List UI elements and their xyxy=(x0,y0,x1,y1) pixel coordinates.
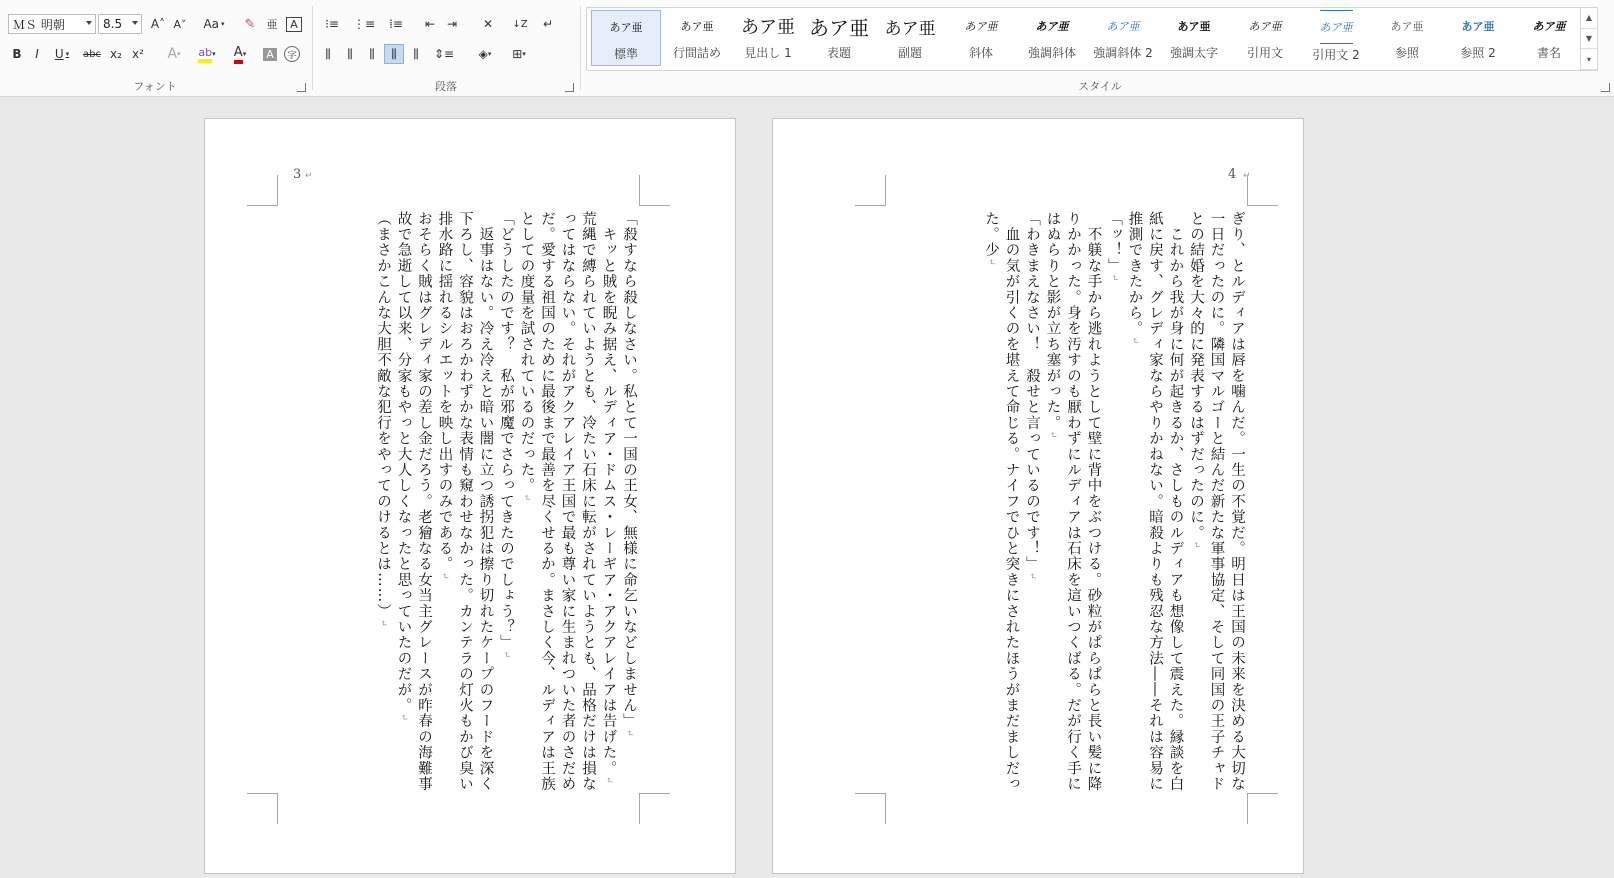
character-border-button[interactable] xyxy=(284,14,304,34)
paragraph xyxy=(516,211,598,793)
paragraph-mark-icon: ↵ xyxy=(624,729,634,738)
paragraph xyxy=(1124,211,1186,793)
paragraph xyxy=(434,211,496,793)
paragraph-mark-icon: ↵ xyxy=(521,493,532,503)
page-4[interactable] xyxy=(772,118,1304,874)
italic-icon: I xyxy=(35,47,39,61)
paragraph xyxy=(373,211,394,793)
style-sample: あア亜 xyxy=(741,17,795,38)
style-item[interactable] xyxy=(804,10,874,66)
paragraph-text: 荒縄で縛られていようとも、冷たい石床に転がされていようとも、品格だけは損なってはならない。それがアクアレイア王国で最も尊い家に生まれついた者のさだめだ。愛する祖国のために最後まで最善を尽くせるか。まさしく今、ルディアは王族としての度量を試されているのだった。 xyxy=(518,211,596,792)
bold-icon: B xyxy=(12,47,22,61)
style-item[interactable] xyxy=(662,10,732,66)
asian-layout-button[interactable] xyxy=(474,14,502,34)
underline-icon: U xyxy=(54,47,64,61)
style-item[interactable] xyxy=(946,10,1016,66)
style-sample: あア亜 xyxy=(809,15,869,40)
paragraph-text: おそらく賊はグレディ家の差し金だろう。老獪なる女当主グレースが昨春の海難事故で急逝して以来、分家もやっと大人しくなったと思っていたのだが。 xyxy=(395,211,432,792)
chevron-down-icon: ▾ xyxy=(242,50,247,58)
paragraph-text: これから我が身に何が起きるか、さしものルディアも想像して震えた。縁談を白紙に戻す、グレディ家ならやりかねない。暗殺よりも残忍な方法――それは容易に推測できたから。 xyxy=(1126,211,1184,792)
bullets-button[interactable] xyxy=(318,14,346,34)
paint-bucket-icon: ◈ xyxy=(478,47,488,61)
paragraph-mark-icon: ↵ xyxy=(1047,430,1058,440)
style-sample: あア亜 xyxy=(1390,20,1424,33)
change-case-icon: Aa xyxy=(203,17,220,31)
style-item[interactable] xyxy=(875,10,945,66)
shading-button[interactable] xyxy=(470,44,500,64)
chevron-down-icon: ▾ xyxy=(177,50,181,58)
paragraph-text: キッと賊を睨み据え、ルディア・ドムス・レーギア・アクアレイアは告げた。 xyxy=(600,211,617,777)
gallery-more-icon[interactable]: ▾ xyxy=(1581,49,1597,70)
style-sample: あア亜 xyxy=(1035,20,1069,33)
style-sample: あア亜 xyxy=(884,18,936,39)
justify-icon: ⫼ xyxy=(391,46,397,61)
paragraph-mark-icon: ↵ xyxy=(378,619,388,628)
subscript-icon: x₂ xyxy=(110,47,122,61)
divider xyxy=(580,6,581,90)
paragraph-mark-icon: ↵ xyxy=(1243,171,1251,181)
paragraph-mark-icon: ↵ xyxy=(1191,540,1201,550)
bold-button[interactable] xyxy=(8,44,26,64)
crop-mark-bottom-right xyxy=(1247,793,1278,824)
multilevel-list-icon: ⁞≡ xyxy=(389,17,403,31)
style-sample: あア亜 xyxy=(1177,20,1211,33)
style-name: 標準 xyxy=(613,47,638,61)
italic-button[interactable] xyxy=(28,44,46,64)
grow-font-button[interactable] xyxy=(148,14,168,34)
paragraph xyxy=(981,211,1022,793)
align-top-button[interactable] xyxy=(318,44,338,64)
font-name-value: ＭＳ 明朝 xyxy=(13,17,65,32)
highlight-button[interactable] xyxy=(192,44,222,64)
paragraph-group-label: 段落 xyxy=(435,80,457,93)
style-name: 参照 2 xyxy=(1460,46,1496,60)
distributed-button[interactable] xyxy=(406,44,426,64)
paragraph-mark-icon: ↵ xyxy=(603,776,614,785)
paragraph-mark-icon: ↵ xyxy=(542,17,554,31)
strikethrough-icon: abc xyxy=(83,48,101,60)
page-3-text[interactable] xyxy=(269,211,639,793)
align-bottom-icon: ⫼ xyxy=(369,46,375,61)
align-bottom-button[interactable] xyxy=(362,44,382,64)
page-3[interactable] xyxy=(204,118,736,874)
decrease-indent-button[interactable] xyxy=(420,14,440,34)
paragraph-mark-icon: ↵ xyxy=(501,650,511,660)
paragraph-text: ぎり、とルディアは唇を噛んだ。一生の不覚だ。明日は王国の未来を決める大切な一日だったのに。隣国マルゴーと結んだ新たな軍事協定、そして同国の王子チャドとの結婚を大々的に発表するはずだったのに。 xyxy=(1188,211,1245,792)
style-sample: あア亜 xyxy=(1106,20,1140,33)
style-name: 副題 xyxy=(897,46,922,60)
crop-mark-bottom-left xyxy=(247,793,278,824)
chevron-down-icon: ▾ xyxy=(212,50,216,58)
paragraph-mark-icon: ↵ xyxy=(1109,273,1119,283)
style-sample: あア亜 xyxy=(1461,20,1495,33)
style-sample: あア亜 xyxy=(964,20,998,33)
enclose-characters-icon: 字 xyxy=(284,46,300,62)
eraser-icon: ✎ xyxy=(244,16,256,32)
dialog-launcher-icon[interactable] xyxy=(565,83,574,92)
style-sample: あア亜 xyxy=(680,20,714,33)
character-border-icon: A xyxy=(286,17,302,32)
crop-mark-bottom-left xyxy=(855,793,886,824)
scroll-down-icon[interactable]: ▼ xyxy=(1581,29,1597,50)
superscript-button[interactable] xyxy=(128,44,148,64)
character-shading-icon: A xyxy=(263,48,277,61)
crop-mark-bottom-right xyxy=(639,793,670,824)
paragraph xyxy=(1104,211,1125,793)
page-number: 3 xyxy=(293,167,302,182)
crop-mark-top-right xyxy=(1247,175,1278,206)
numbering-icon: ⋮≡ xyxy=(352,17,376,31)
divider xyxy=(312,6,313,90)
chevron-down-icon xyxy=(132,21,138,25)
dialog-launcher-icon[interactable] xyxy=(1601,83,1610,92)
style-item[interactable] xyxy=(1088,10,1158,66)
text-effects-icon: A xyxy=(167,46,178,62)
style-item[interactable] xyxy=(1514,10,1584,66)
chevron-down-icon: ▾ xyxy=(487,50,492,58)
subscript-button[interactable] xyxy=(106,44,126,64)
sort-button[interactable] xyxy=(510,14,530,34)
style-item[interactable] xyxy=(733,10,803,66)
enclose-characters-button[interactable] xyxy=(282,44,302,64)
paragraph xyxy=(1186,211,1248,793)
style-name: 強調斜体 xyxy=(1027,46,1076,60)
paragraph-text: （まさかこんな大胆不敵な犯行をやってのけるとは……） xyxy=(375,211,391,620)
line-spacing-button[interactable] xyxy=(430,44,458,64)
paragraph-text: 「ッ！」 xyxy=(1106,211,1122,274)
paragraph-mark-icon: ↵ xyxy=(305,171,313,181)
chevron-down-icon: ▾ xyxy=(221,20,225,28)
paragraph xyxy=(393,211,434,793)
change-case-button[interactable] xyxy=(198,14,230,34)
dialog-launcher-icon[interactable] xyxy=(297,83,306,92)
decrease-indent-icon: ⇤ xyxy=(424,17,436,31)
paragraph-mark-icon: ↵ xyxy=(1027,572,1037,581)
borders-icon: ⊞ xyxy=(512,47,523,61)
style-item[interactable] xyxy=(591,10,661,66)
style-sample: あア亜 xyxy=(1532,20,1566,33)
gallery-scrollbar[interactable] xyxy=(1580,8,1597,70)
ribbon xyxy=(0,0,1614,97)
paragraph-text: 「わきまえなさい！ 殺せと言っているのです！」 xyxy=(1024,211,1040,573)
chevron-down-icon: ▾ xyxy=(65,50,70,58)
underline-button[interactable] xyxy=(50,44,74,64)
strikethrough-button[interactable] xyxy=(80,44,104,64)
style-gallery xyxy=(586,7,1598,71)
paragraph xyxy=(1042,211,1104,793)
font-color-button[interactable] xyxy=(226,44,254,64)
crop-mark-top-left xyxy=(855,175,886,206)
style-sample: あア亜 xyxy=(1320,10,1353,44)
increase-indent-icon: ⇥ xyxy=(446,17,458,31)
crop-mark-top-right xyxy=(639,175,670,206)
borders-button[interactable] xyxy=(504,44,534,64)
paragraph-mark-icon: ↵ xyxy=(986,258,996,267)
styles-group-label: スタイル xyxy=(1078,80,1122,93)
style-name: 行間詰め xyxy=(672,46,721,60)
chevron-down-icon: ▾ xyxy=(522,50,526,58)
style-name: 引用文 xyxy=(1246,46,1283,60)
font-color-icon: A xyxy=(234,45,243,64)
style-item[interactable] xyxy=(1443,10,1513,66)
paragraph xyxy=(619,211,640,793)
style-item[interactable] xyxy=(1372,10,1442,66)
bullets-icon: ⁝≡ xyxy=(325,17,339,31)
paragraph-text: 不躾な手から逃れようとして壁に背中をぶつける。砂粒がぱらぱらと長い髪に降りかかった。身を汚すのも厭わずにルディアは石床を這いつくばる。だが行く手にはぬらりと影が立ち塞がった。 xyxy=(1044,211,1102,792)
paragraph-mark-icon: ↵ xyxy=(398,713,409,723)
sort-icon: ↓Z xyxy=(512,18,528,30)
grow-font-icon: A˄ xyxy=(150,17,166,31)
phonetic-guide-icon: 亜 xyxy=(266,18,278,31)
font-name-combo[interactable] xyxy=(8,14,96,34)
paragraph-mark-icon: ↵ xyxy=(439,572,450,581)
align-top-icon: ⫼ xyxy=(325,46,331,61)
style-item[interactable] xyxy=(1159,10,1229,66)
show-marks-button[interactable] xyxy=(538,14,558,34)
highlighter-icon: ab xyxy=(198,46,212,63)
style-name: 表題 xyxy=(826,46,851,60)
style-name: 引用文 2 xyxy=(1312,48,1360,62)
multilevel-list-button[interactable] xyxy=(382,14,410,34)
paragraph xyxy=(496,211,517,793)
line-spacing-icon: ⇕≡ xyxy=(433,47,455,61)
distributed-icon: ⫼ xyxy=(413,46,419,61)
align-center-button[interactable] xyxy=(340,44,360,64)
paragraph-text: 血の気が引くのを堪えて命じる。ナイフでひと突きにされたほうがまだましだった。少 xyxy=(983,211,1020,792)
style-item[interactable] xyxy=(1017,10,1087,66)
chevron-down-icon xyxy=(86,21,92,25)
style-sample: あア亜 xyxy=(609,21,643,34)
font-size-value: 8.5 xyxy=(103,17,123,31)
style-name: 強調太字 xyxy=(1169,46,1218,60)
paragraph-text: 「どうしたのです？ 私が邪魔でさらってきたのでしょう？」 xyxy=(498,211,514,651)
style-item[interactable] xyxy=(1230,10,1300,66)
numbering-button[interactable] xyxy=(350,14,378,34)
text-effects-button[interactable] xyxy=(160,44,188,64)
style-name: 見出し 1 xyxy=(744,46,792,60)
align-center-icon: ⫼ xyxy=(347,46,353,61)
paragraph xyxy=(1022,211,1043,793)
shrink-font-icon: A˅ xyxy=(173,17,187,31)
justify-button[interactable] xyxy=(384,44,404,64)
phonetic-guide-button[interactable] xyxy=(262,14,282,34)
font-group xyxy=(0,0,310,96)
style-name: 強調斜体 2 xyxy=(1093,46,1153,60)
paragraph-group xyxy=(314,0,578,96)
style-sample: あア亜 xyxy=(1248,20,1282,33)
superscript-icon: x² xyxy=(132,47,144,61)
page-4-text[interactable] xyxy=(883,211,1247,793)
paragraph-text: 返事はない。冷え冷えと暗い闇に立つ誘拐犯は擦り切れたケープのフードを深く下ろし、容貌はおろかわずかな表情も窺わせなかった。カンテラの灯火もかび臭い排水路に揺れるシルエットを映し出すのみである。 xyxy=(436,211,494,792)
paragraph-text: 「殺すなら殺しなさい。私とて一国の王女、無様に命乞いなどしません」 xyxy=(621,211,637,730)
crop-mark-top-left xyxy=(247,175,278,206)
style-item[interactable] xyxy=(1301,10,1371,66)
style-name: 書名 xyxy=(1536,46,1561,60)
character-shading-button[interactable] xyxy=(260,44,280,64)
font-size-combo[interactable] xyxy=(98,14,142,34)
asian-layout-icon: ✕ xyxy=(482,17,494,31)
style-name: 斜体 xyxy=(968,46,993,60)
font-group-label: フォント xyxy=(133,80,177,93)
shrink-font-button[interactable] xyxy=(170,14,190,34)
page-number: 4 xyxy=(1228,167,1237,182)
paragraph xyxy=(598,211,619,793)
clear-formatting-button[interactable] xyxy=(240,14,260,34)
scroll-up-icon[interactable]: ▲ xyxy=(1581,8,1597,29)
style-name: 参照 xyxy=(1394,46,1419,60)
increase-indent-button[interactable] xyxy=(442,14,462,34)
paragraph-mark-icon: ↵ xyxy=(1129,336,1140,346)
